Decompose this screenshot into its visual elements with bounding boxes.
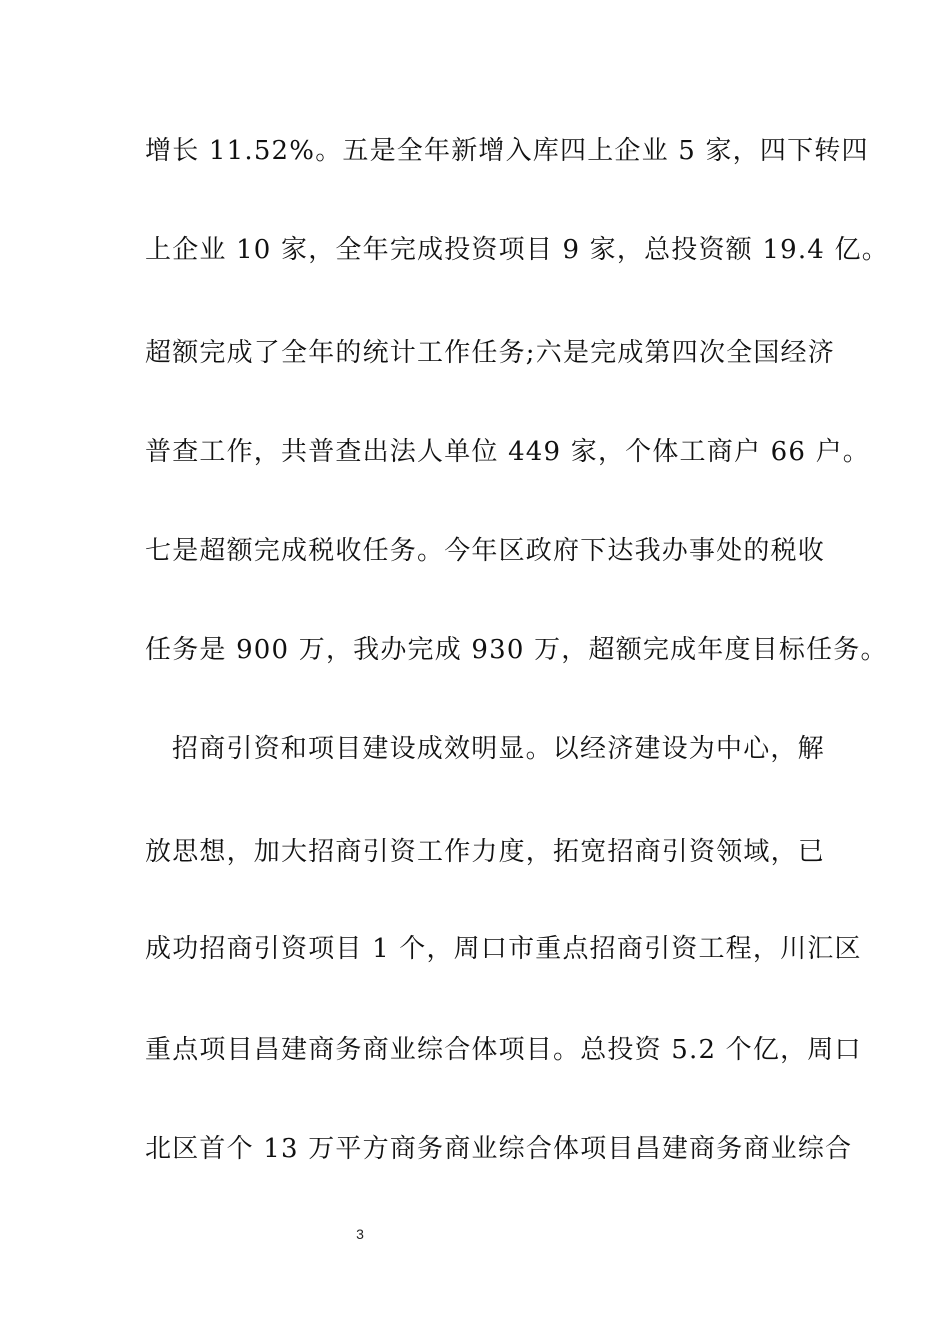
text-line-1: 增长 11.52%。五是全年新增入库四上企业 5 家，四下转四 [145, 136, 869, 166]
text-line-6: 任务是 900 万，我办完成 930 万，超额完成年度目标任务。 [145, 635, 888, 665]
text-line-9: 成功招商引资项目 1 个，周口市重点招商引资工程，川汇区 [145, 934, 862, 964]
text-line-3: 超额完成了全年的统计工作任务;六是完成第四次全国经济 [145, 338, 835, 368]
paragraph-start-line: 招商引资和项目建设成效明显。以经济建设为中心，解 [172, 734, 825, 764]
text-line-2: 上企业 10 家，全年完成投资项目 9 家，总投资额 19.4 亿。 [145, 235, 889, 265]
text-line-8: 放思想，加大招商引资工作力度，拓宽招商引资领域，已 [145, 837, 826, 867]
text-line-11: 北区首个 13 万平方商务商业综合体项目昌建商务商业综合 [145, 1134, 853, 1164]
text-line-5: 七是超额完成税收任务。今年区政府下达我办事处的税收 [145, 536, 826, 566]
text-line-4: 普查工作，共普查出法人单位 449 家，个体工商户 66 户。 [145, 437, 870, 467]
text-line-10: 重点项目昌建商务商业综合体项目。总投资 5.2 个亿，周口 [145, 1035, 862, 1065]
page-number: 3 [356, 1226, 364, 1242]
